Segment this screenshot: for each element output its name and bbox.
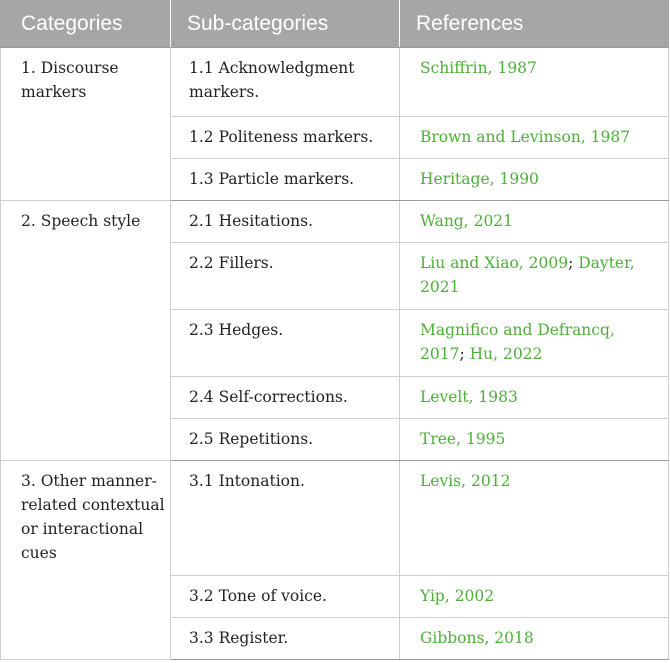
reference-separator: ; [459, 345, 470, 363]
reference-link[interactable]: Levelt, 1983 [420, 388, 518, 406]
table-body [1, 48, 669, 660]
subcategory-cell: 2.3 Hedges. [171, 310, 400, 377]
header-categories: Categories [1, 0, 171, 48]
subcategory-cell: 3.3 Register. [171, 618, 400, 660]
reference-link[interactable]: Tree, 1995 [420, 430, 506, 448]
header-subcategories: Sub-categories [171, 0, 400, 48]
category-cell: 3. Other manner-related contextual or interactional cues [1, 461, 171, 660]
subcategory-cell: 2.4 Self-corrections. [171, 377, 400, 419]
reference-cell [400, 117, 669, 159]
reference-cell [400, 48, 669, 117]
subcategory-cell: 3.1 Intonation. [171, 461, 400, 576]
category-cell: 2. Speech style [1, 201, 171, 461]
reference-link[interactable]: Hu, 2022 [469, 345, 543, 363]
table-row [1, 48, 669, 117]
reference-cell [400, 201, 669, 243]
reference-cell [400, 377, 669, 419]
table-row [1, 461, 669, 576]
reference-cell [400, 419, 669, 461]
reference-cell [400, 159, 669, 201]
reference-link[interactable]: Heritage, 1990 [420, 170, 539, 188]
reference-link[interactable]: Liu and Xiao, 2009 [420, 254, 569, 272]
reference-link[interactable]: Magnifico and Defrancq, 2017 [420, 321, 615, 363]
reference-separator: ; [568, 254, 579, 272]
reference-cell [400, 576, 669, 618]
reference-link[interactable]: Yip, 2002 [420, 587, 495, 605]
subcategory-cell: 2.2 Fillers. [171, 243, 400, 310]
header-references: References [400, 0, 669, 48]
reference-link[interactable]: Schiffrin, 1987 [420, 59, 537, 77]
subcategory-cell: 2.5 Repetitions. [171, 419, 400, 461]
subcategory-cell: 1.3 Particle markers. [171, 159, 400, 201]
subcategory-cell: 3.2 Tone of voice. [171, 576, 400, 618]
reference-link[interactable]: Levis, 2012 [420, 472, 511, 490]
subcategory-cell: 1.1 Acknowledgment markers. [171, 48, 400, 117]
reference-cell [400, 461, 669, 576]
category-cell: 1. Discourse markers [1, 48, 171, 201]
reference-cell [400, 243, 669, 310]
subcategory-cell: 2.1 Hesitations. [171, 201, 400, 243]
subcategory-cell: 1.2 Politeness markers. [171, 117, 400, 159]
reference-link[interactable]: Wang, 2021 [420, 212, 514, 230]
reference-cell [400, 618, 669, 660]
reference-cell [400, 310, 669, 377]
reference-link[interactable]: Dayter, 2021 [420, 254, 635, 296]
reference-link[interactable]: Brown and Levinson, 1987 [420, 128, 631, 146]
table-header [1, 0, 669, 48]
table-row [1, 201, 669, 243]
reference-link[interactable]: Gibbons, 2018 [420, 629, 534, 647]
